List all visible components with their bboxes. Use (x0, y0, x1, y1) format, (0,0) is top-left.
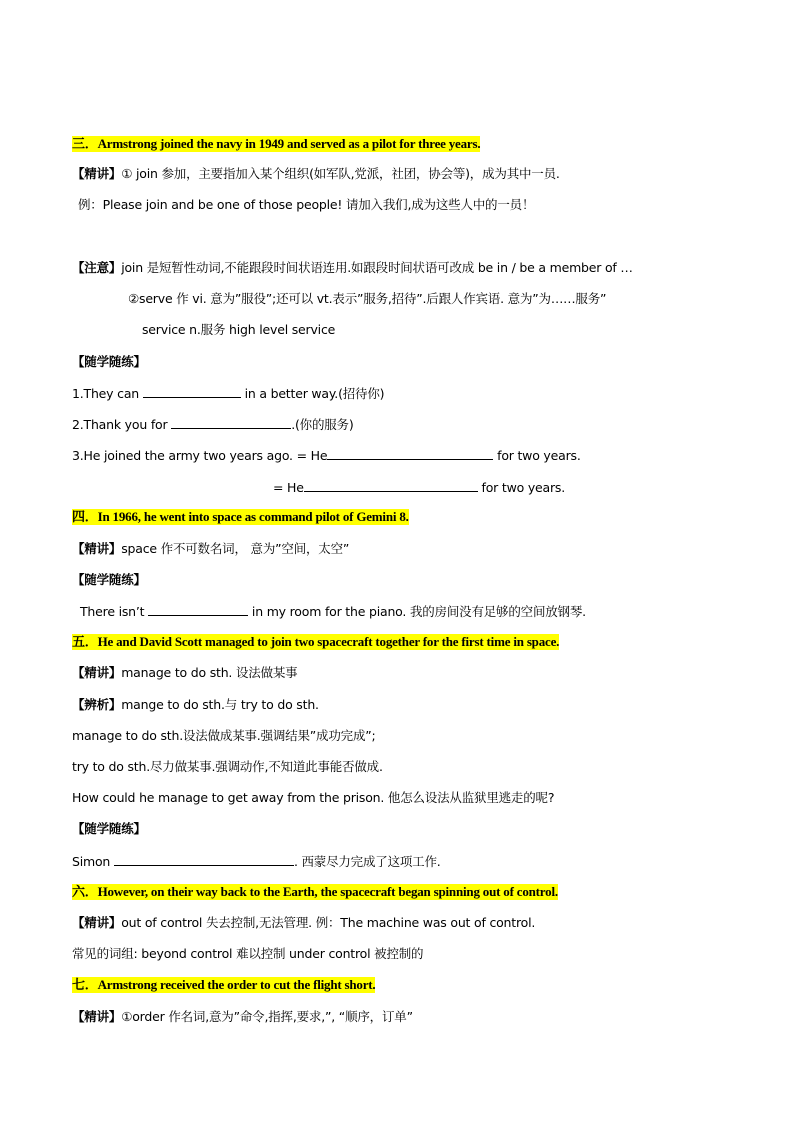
q-suffix: . 西蒙尽力完成了这项工作. (293, 854, 441, 869)
section-4-heading: 四．In 1966, he went into space as command pilot of Gemini 8. (72, 509, 409, 524)
section-4-explanation (72, 541, 349, 557)
section-4-practice-q (80, 603, 586, 620)
section-5-line-3: How could he manage to get away from the prison. 他怎么设法从监狱里逃走的呢? (72, 790, 555, 805)
practice-q2 (72, 416, 354, 433)
q-suffix: in my room for the piano. 我的房间没有足够的空间放钢琴. (251, 604, 586, 619)
q2-suffix: .(你的服务) (291, 417, 354, 432)
section-5-analysis (72, 697, 319, 713)
section-5-explanation (72, 665, 297, 681)
practice-q1 (72, 385, 384, 402)
q3b-blank[interactable] (304, 479, 478, 492)
section-7-explanation (72, 1009, 413, 1025)
q-blank[interactable] (148, 603, 248, 616)
section-5-heading: 五．He and David Scott managed to join two spacecraft together for the first time in space. (72, 634, 560, 649)
section-3-explanation (72, 166, 560, 182)
section-6-phrases: 常见的词组: beyond control 难以控制 under control 被控制的 (72, 946, 424, 961)
section-3-practice-tag: 【随学随练】 (72, 354, 146, 369)
note-text: join 是短暂性动词,不能跟段时间状语连用.如跟段时间状语可改成 be in / be a member of … (121, 260, 633, 275)
section-3-serve: ②serve 作 vi. 意为”服役”;还可以 vt.表示”服务,招待”.后跟人作宾语. 意为”为……服务” (128, 291, 607, 306)
section-5-practice-q (72, 853, 441, 870)
section-7-heading: 七．Armstrong received the order to cut the flight short. (72, 977, 376, 992)
section-4-practice-tag: 【随学随练】 (72, 572, 146, 587)
explain-tag: 【精讲】 (72, 915, 122, 930)
explain-text: ①order 作名词,意为”命令,指挥,要求,”, “顺序，订单” (121, 1009, 413, 1024)
note-tag: 【注意】 (72, 260, 122, 275)
analysis-tag: 【辨析】 (72, 697, 122, 712)
explain-text: ① join 参加，主要指加入某个组织(如军队,党派，社团，协会等)，成为其中一员. (121, 166, 560, 181)
section-3-note (72, 260, 633, 276)
q-blank[interactable] (114, 853, 294, 866)
explain-text: manage to do sth. 设法做某事 (121, 665, 298, 680)
section-5-line-1: manage to do sth.设法做成某事.强调结果”成功完成”; (72, 728, 376, 743)
practice-q3 (72, 447, 581, 464)
q1-suffix: in a better way.(招待你) (244, 386, 385, 401)
q3-blank[interactable] (327, 447, 493, 460)
q1-prefix: 1.They can (72, 386, 140, 401)
q3-suffix: for two years. (497, 448, 581, 463)
explain-text: space 作不可数名词， 意为”空间，太空” (121, 541, 350, 556)
practice-q3b (273, 479, 565, 496)
explain-tag: 【精讲】 (72, 1009, 122, 1024)
q1-blank[interactable] (143, 385, 241, 398)
section-5-practice-tag: 【随学随练】 (72, 821, 146, 836)
q2-blank[interactable] (171, 416, 291, 429)
q-prefix: Simon (72, 854, 111, 869)
explain-text: out of control 失去控制,无法管理. 例：The machine was out of control. (121, 915, 536, 930)
q-prefix: There isn’t (80, 604, 145, 619)
q3-prefix: 3.He joined the army two years ago. = He (72, 448, 328, 463)
section-3-service: service n.服务 high level service (142, 322, 336, 337)
explain-tag: 【精讲】 (72, 166, 122, 181)
analysis-text: mange to do sth.与 try to do sth. (121, 697, 319, 712)
section-5-line-2: try to do sth.尽力做某事.强调动作,不知道此事能否做成. (72, 759, 383, 774)
q3b-suffix: for two years. (481, 480, 566, 495)
q2-prefix: 2.Thank you for (72, 417, 168, 432)
section-3-heading: 三．Armstrong joined the navy in 1949 and served as a pilot for three years. (72, 136, 481, 151)
section-6-heading: 六．However, on their way back to the Earth, the spacecraft began spinning out of control. (72, 884, 558, 899)
explain-tag: 【精讲】 (72, 665, 122, 680)
explain-tag: 【精讲】 (72, 541, 122, 556)
section-6-explanation (72, 915, 535, 931)
q3b-prefix: = He (273, 480, 304, 495)
section-3-example: 例：Please join and be one of those people! 请加入我们,成为这些人中的一员！ (78, 197, 535, 212)
